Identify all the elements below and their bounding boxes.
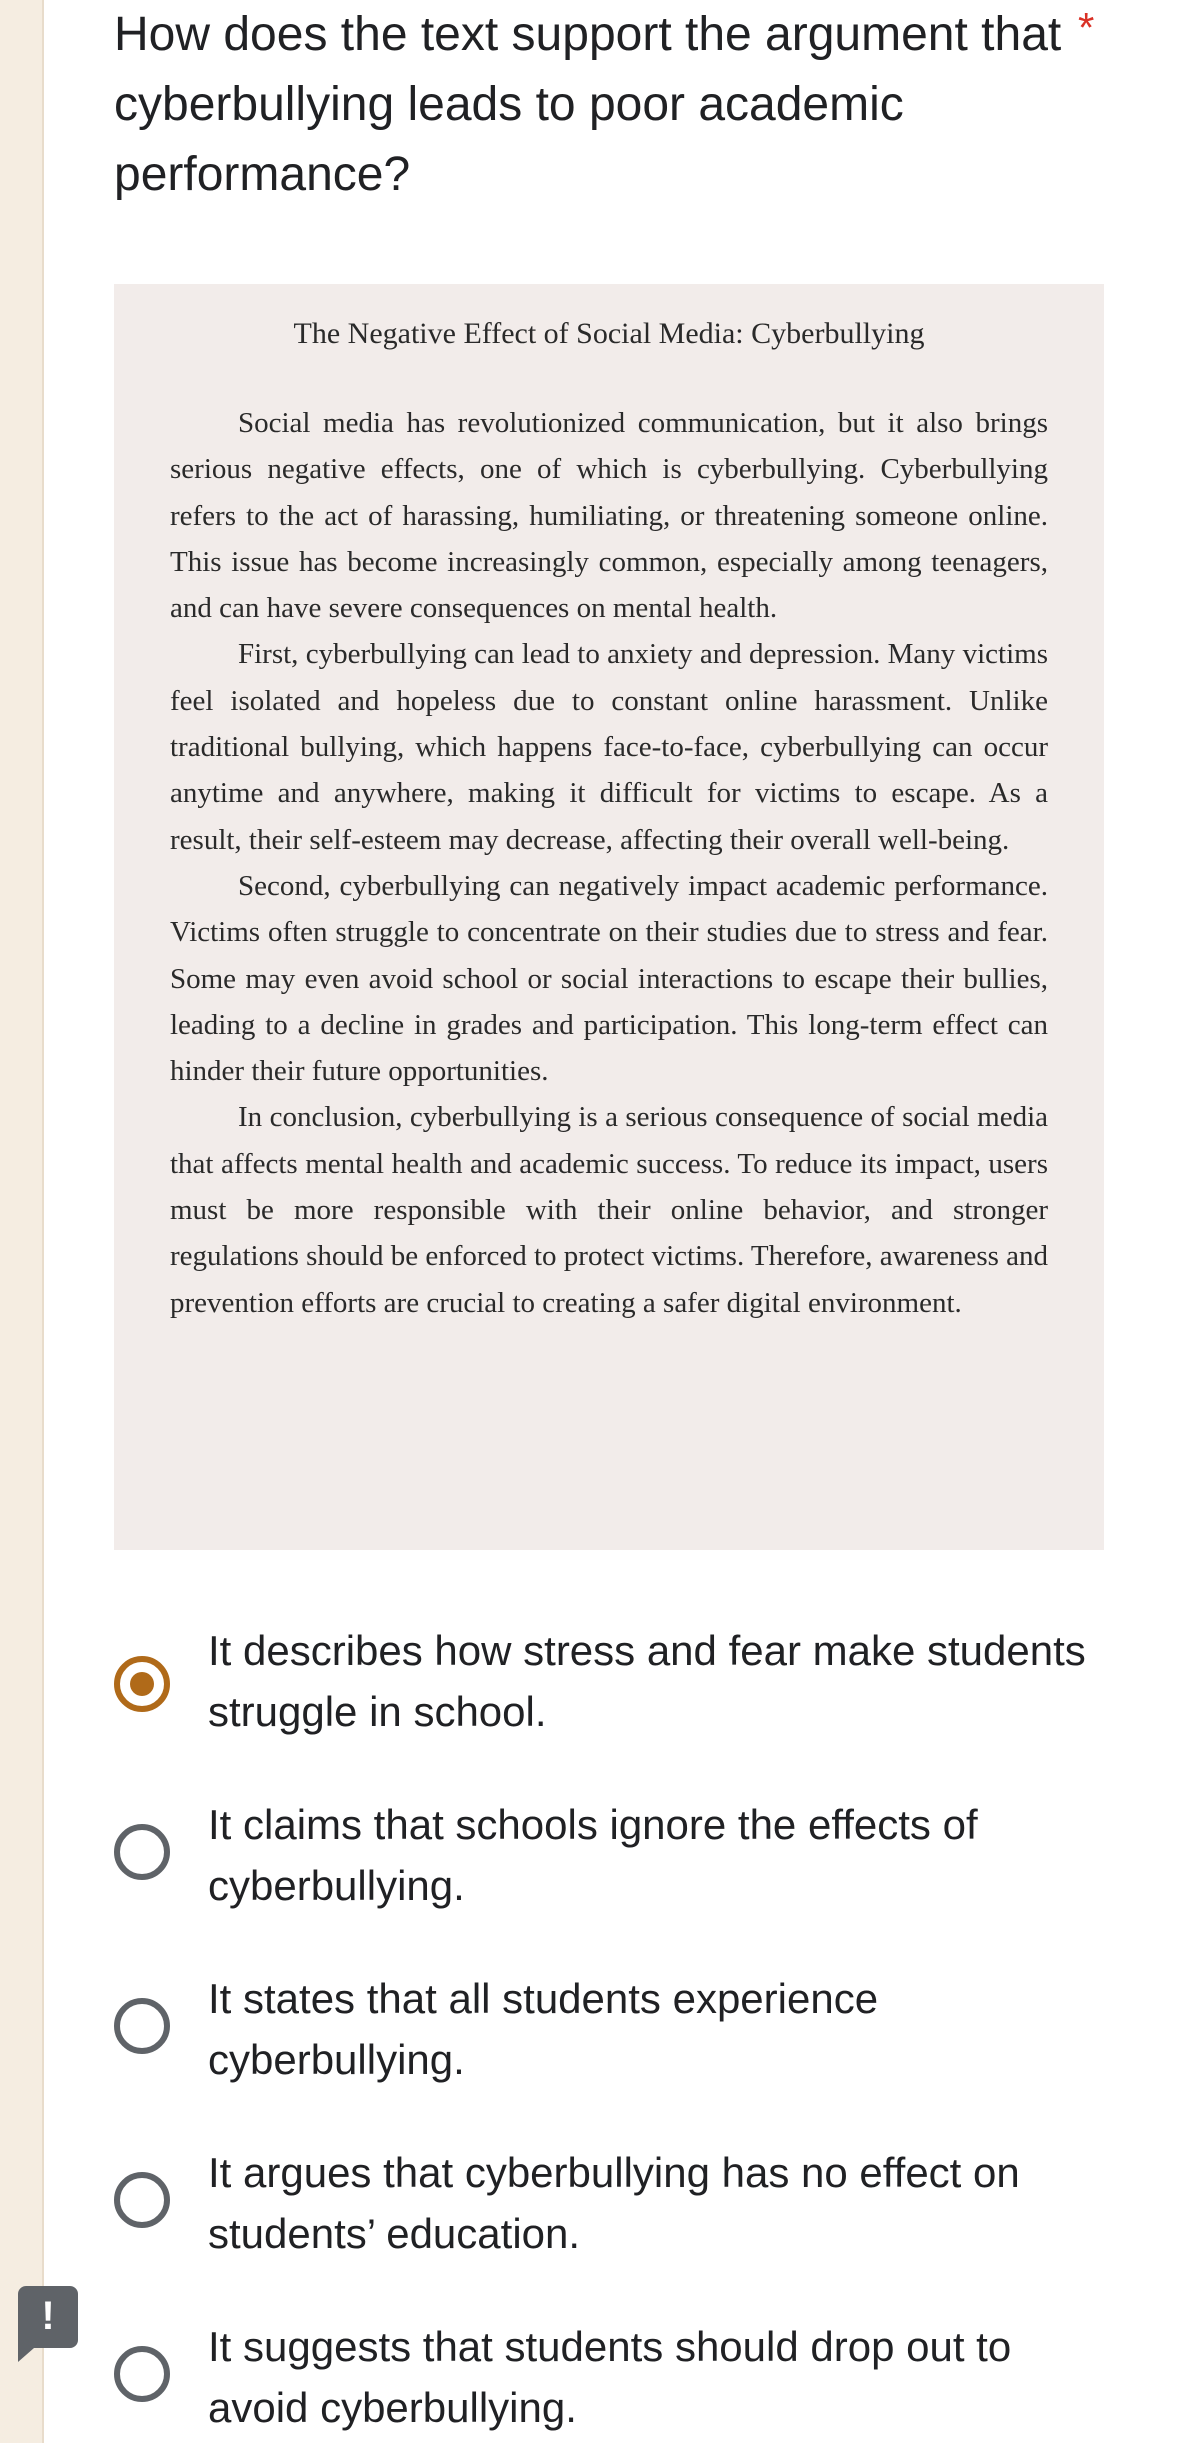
answer-option[interactable]: [114, 1794, 1074, 1924]
option-label[interactable]: It argues that cyberbullying has no effect on students’ education.: [208, 2149, 1020, 2257]
passage-image: [114, 284, 1104, 1550]
option-label[interactable]: It states that all students experience cyberbullying.: [208, 1975, 879, 2083]
page-side-strip: [0, 0, 44, 2443]
passage-paragraph: In conclusion, cyberbullying is a serious consequence of social media that affects mental health and academic success. To reduce its impact, users must be more responsible with their online behavior, and stronger regulations should be enforced to protect victims. Therefore, awareness and prevention efforts are crucial to creating a safer digital environment.: [170, 1101, 1049, 1319]
radio-button[interactable]: [114, 2346, 170, 2402]
passage-paragraph: Social media has revolutionized communication, but it also brings serious negative effects, one of which is cyberbullying. Cyberbullying refers to the act of harassing, humiliating, or threatening someone online. This issue has become increasingly common, especially among teenagers, and can have severe consequences on mental health.: [170, 407, 1048, 625]
report-problem-icon: !: [41, 2294, 55, 2338]
radio-dot: [130, 1672, 154, 1696]
report-problem-button[interactable]: [18, 2286, 78, 2348]
option-label[interactable]: It suggests that students should drop out to avoid cyberbullying.: [208, 2323, 1012, 2431]
question-title: How does the text support the argument that cyberbullying leads to poor academic performance?: [114, 8, 1062, 201]
radio-button[interactable]: [114, 2172, 170, 2228]
radio-button[interactable]: [114, 1824, 170, 1880]
radio-button[interactable]: [114, 1998, 170, 2054]
answer-option[interactable]: [114, 2316, 1074, 2446]
required-asterisk: *: [1078, 4, 1095, 51]
option-label[interactable]: It describes how stress and fear make students struggle in school.: [208, 1627, 1086, 1735]
answer-option[interactable]: [114, 1968, 1074, 2098]
answer-option[interactable]: [114, 1620, 1086, 1750]
radio-button-selected[interactable]: [114, 1656, 170, 1712]
passage-paragraph: Second, cyberbullying can negatively impact academic performance. Victims often struggle to concentrate on their studies due to stress and fear. Some may even avoid school or social interactions to escape their bullies, leading to a decline in grades and participation. This long-term effect can hinder their future opportunities.: [170, 869, 1048, 1088]
answer-option[interactable]: [114, 2142, 1074, 2272]
passage-paragraph: First, cyberbullying can lead to anxiety and depression. Many victims feel isolated and hopeless due to constant online harassment. Unlike traditional bullying, which happens face-to-face, cyberbullying can occur anytime and anywhere, making it difficult for victims to escape. As a result, their self-esteem may decrease, affecting their overall well-being.: [170, 638, 1048, 856]
option-label[interactable]: It claims that schools ignore the effects of cyberbullying.: [208, 1801, 978, 1909]
passage-title: The Negative Effect of Social Media: Cyberbullying: [293, 317, 925, 350]
